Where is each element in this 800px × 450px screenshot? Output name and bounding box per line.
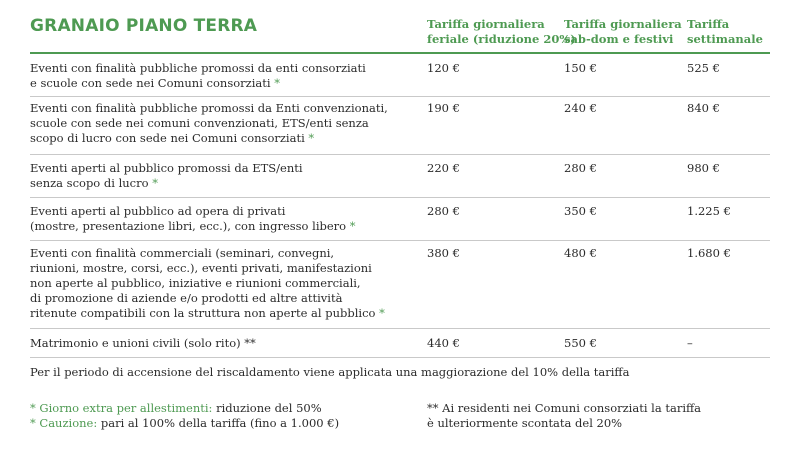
price-feriale: 220 € <box>427 161 460 175</box>
price-settimanale: 525 € <box>687 61 720 75</box>
header-feriale-line2: feriale (riduzione 20%) <box>427 32 576 46</box>
price-festivi: 150 € <box>564 61 597 75</box>
row-line: Eventi aperti al pubblico promossi da ETS/enti <box>30 161 303 175</box>
footnote-residents <box>427 401 701 431</box>
header-feriale <box>427 17 576 47</box>
footnote-extra-day-label: * Giorno extra per allestimenti: <box>30 401 213 415</box>
asterisk-mark: * <box>379 306 385 320</box>
row-divider <box>30 357 770 358</box>
row-line: Matrimonio e unioni civili (solo rito) ** <box>30 336 256 350</box>
row-line: riunioni, mostre, corsi, ecc.), eventi privati, manifestazioni <box>30 261 372 275</box>
footnote-extra-day <box>30 401 322 416</box>
table-top-rule <box>30 52 770 54</box>
row-divider <box>30 96 770 97</box>
table-row-description <box>30 336 256 351</box>
price-festivi: 550 € <box>564 336 597 350</box>
asterisk-mark: * <box>274 76 280 90</box>
table-row-description <box>30 161 303 191</box>
asterisk-mark: * <box>349 219 356 233</box>
price-festivi: 480 € <box>564 246 597 260</box>
row-line: (mostre, presentazione libri, ecc.), con ingresso libero * <box>30 219 356 233</box>
header-festivi <box>564 17 682 47</box>
header-festivi-line1: Tariffa giornaliera <box>564 17 682 31</box>
price-settimanale: 1.680 € <box>687 246 731 260</box>
row-divider <box>30 197 770 198</box>
footnote-residents-line1: ** Ai residenti nei Comuni consorziati la tariffa <box>427 401 702 415</box>
header-settimanale-line1: Tariffa <box>687 17 730 31</box>
asterisk-mark: * <box>152 176 158 190</box>
price-festivi: 350 € <box>564 204 597 218</box>
row-line: senza scopo di lucro * <box>30 176 158 190</box>
heating-note: Per il periodo di accensione del riscaldamento viene applicata una maggiorazione del 10% della tariffa <box>30 365 630 379</box>
price-settimanale: 840 € <box>687 101 720 115</box>
footnote-deposit-value: pari al 100% della tariffa (fino a 1.000 €) <box>100 416 340 430</box>
row-line: scuole con sede nei comuni convenzionati, ETS/enti senza <box>30 116 369 130</box>
price-festivi: 240 € <box>564 101 597 115</box>
row-divider <box>30 240 770 241</box>
price-settimanale: 980 € <box>687 161 720 175</box>
row-divider <box>30 154 770 155</box>
price-festivi: 280 € <box>564 161 597 175</box>
row-line: e scuole con sede nei Comuni consorziati * <box>30 76 280 90</box>
footnote-deposit-label: * Cauzione: <box>30 416 98 430</box>
header-festivi-line2: sab-dom e festivi <box>564 32 674 46</box>
row-line: scopo di lucro con sede nei Comuni consorziati * <box>30 131 315 145</box>
row-divider <box>30 328 770 329</box>
asterisk-mark: * <box>308 131 315 145</box>
header-feriale-line1: Tariffa giornaliera <box>427 17 545 31</box>
price-settimanale: 1.225 € <box>687 204 731 218</box>
row-line: non aperte al pubblico, iniziative e riunioni commerciali, <box>30 276 361 290</box>
table-row-description <box>30 101 388 146</box>
header-settimanale-line2: settimanale <box>687 32 763 46</box>
row-line: Eventi con finalità commerciali (seminari, convegni, <box>30 246 335 260</box>
page-title: GRANAIO PIANO TERRA <box>30 16 258 36</box>
row-line: di promozione di aziende e/o prodotti ed altre attività <box>30 291 343 305</box>
footnote-residents-line2: è ulteriormente scontata del 20% <box>427 416 623 430</box>
row-line: Eventi aperti al pubblico ad opera di privati <box>30 204 286 218</box>
table-row-description <box>30 61 366 91</box>
price-feriale: 280 € <box>427 204 460 218</box>
price-settimanale: – <box>687 336 693 350</box>
row-line: Eventi con finalità pubbliche promossi da Enti convenzionati, <box>30 101 388 115</box>
row-line: ritenute compatibili con la struttura non aperte al pubblico * <box>30 306 385 320</box>
table-row-description <box>30 246 385 321</box>
price-feriale: 380 € <box>427 246 460 260</box>
header-settimanale <box>687 17 763 47</box>
price-feriale: 440 € <box>427 336 460 350</box>
row-line: Eventi con finalità pubbliche promossi da enti consorziati <box>30 61 366 75</box>
price-feriale: 190 € <box>427 101 460 115</box>
footnote-deposit <box>30 416 339 431</box>
table-row-description <box>30 204 356 234</box>
footnote-extra-day-value: riduzione del 50% <box>216 401 322 415</box>
price-feriale: 120 € <box>427 61 460 75</box>
